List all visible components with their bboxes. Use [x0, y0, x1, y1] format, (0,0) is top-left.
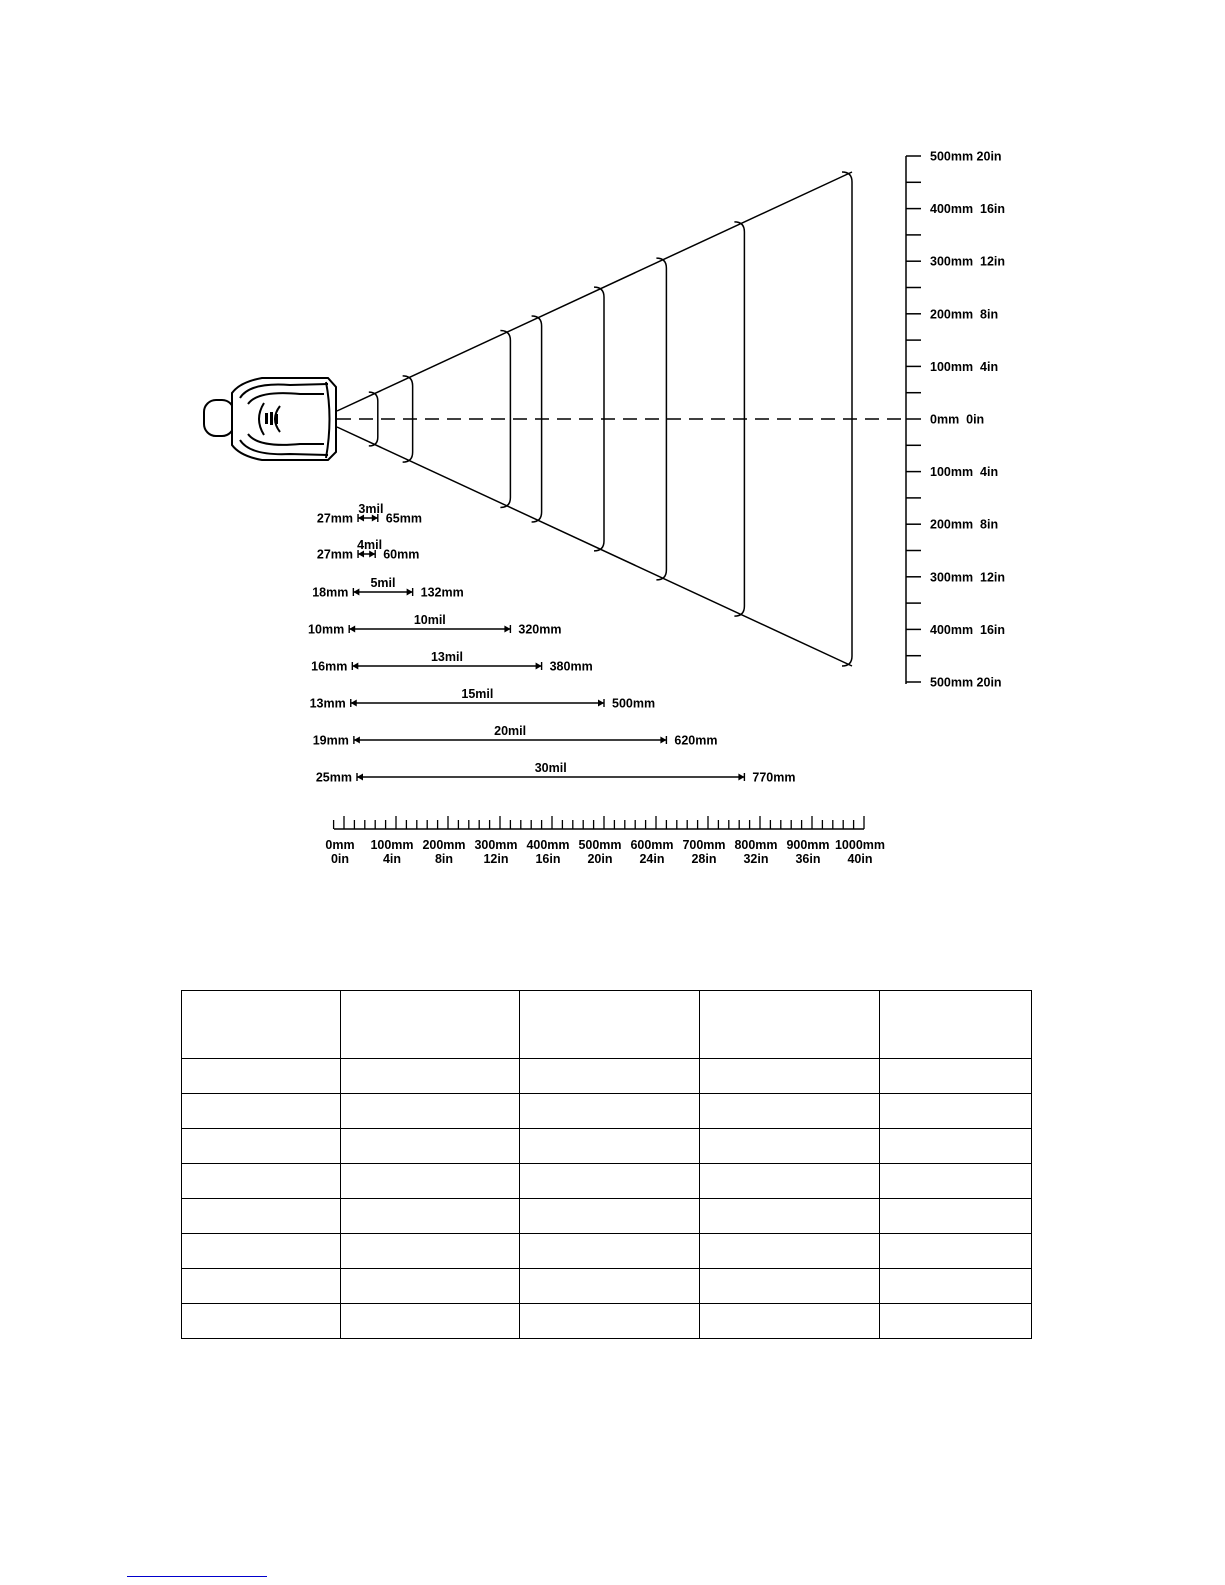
range-row: [316, 761, 796, 785]
range-mil-label: 5mil: [370, 576, 396, 590]
range-mil-label: 15mil: [461, 687, 494, 701]
table-cell: [520, 1129, 700, 1164]
table-cell: [520, 1304, 700, 1339]
vertical-scale-label: 400mm 16in: [930, 202, 1006, 217]
range-mil-label: 10mil: [413, 613, 446, 627]
horizontal-scale-in-label: 4in: [382, 852, 402, 866]
horizontal-scale-mm-label: 0mm: [325, 838, 355, 852]
table-cell: [182, 1059, 341, 1094]
table-cell: [182, 1129, 341, 1164]
horizontal-scale-mm-label: 700mm: [682, 838, 726, 852]
range-mil-label: 3mil: [358, 502, 384, 516]
horizontal-scale-mm-label: 800mm: [734, 838, 778, 852]
vertical-scale-label: 0mm 0in: [930, 412, 985, 427]
horizontal-scale-mm-label: 900mm: [786, 838, 830, 852]
horizontal-scale-mm-label: 100mm: [370, 838, 414, 852]
range-far-label: 60mm: [383, 547, 420, 562]
table-row: [182, 1269, 1032, 1304]
table-cell: [700, 1059, 880, 1094]
range-arrowhead: [351, 700, 357, 707]
vertical-scale-label: 100mm 4in: [930, 359, 999, 374]
table-cell: [341, 1269, 520, 1304]
table-cell: [880, 1094, 1032, 1129]
table-cell: [700, 1304, 880, 1339]
table-cell: [341, 991, 520, 1059]
vertical-scale-label: 500mm 20in: [930, 675, 1002, 690]
range-far-label: 132mm: [420, 585, 464, 600]
horizontal-scale-mm-label: 300mm: [474, 838, 518, 852]
range-near-label: 18mm: [312, 585, 349, 600]
horizontal-scale-in-label: 16in: [535, 852, 561, 866]
table-cell: [341, 1304, 520, 1339]
table-cell: [341, 1059, 520, 1094]
table-row: [182, 1094, 1032, 1129]
range-far-label: 320mm: [518, 622, 562, 637]
range-arrowhead: [738, 774, 744, 781]
horizontal-scale-in-label: 36in: [795, 852, 821, 866]
table-row: [182, 1059, 1032, 1094]
range-arrowhead: [353, 589, 359, 596]
range-far-label: 65mm: [385, 511, 422, 526]
table-cell: [700, 1094, 880, 1129]
range-row: [317, 502, 422, 526]
table-cell: [341, 1129, 520, 1164]
table-cell: [182, 1199, 341, 1234]
range-arrowhead: [536, 663, 542, 670]
horizontal-scale-mm-label: 500mm: [578, 838, 622, 852]
range-near-label: 10mm: [308, 622, 345, 637]
range-arrowhead: [349, 626, 355, 633]
horizontal-scale-in-label: 20in: [587, 852, 613, 866]
horizontal-scale-mm-label: 1000mm: [834, 838, 886, 852]
table-cell: [341, 1234, 520, 1269]
table-cell: [880, 1304, 1032, 1339]
table-cell: [182, 1234, 341, 1269]
horizontal-scale-in-label: 12in: [483, 852, 509, 866]
horizontal-scale-mm-label: 400mm: [526, 838, 570, 852]
range-far-label: 380mm: [549, 659, 593, 674]
table-row: [182, 1164, 1032, 1199]
table-row: [182, 1199, 1032, 1234]
range-row: [317, 538, 419, 562]
table-cell: [700, 991, 880, 1059]
table-cell: [700, 1129, 880, 1164]
range-row: [312, 576, 464, 600]
table-row: [182, 1234, 1032, 1269]
range-mil-label: 4mil: [357, 538, 383, 552]
horizontal-scale-in-label: 0in: [330, 852, 350, 866]
table-cell: [182, 1269, 341, 1304]
vertical-scale-label: 300mm 12in: [930, 570, 1006, 585]
footnote-separator: [127, 1576, 267, 1577]
table-cell: [880, 1164, 1032, 1199]
table-cell: [182, 1094, 341, 1129]
vertical-scale-label: 200mm 8in: [930, 517, 999, 532]
range-near-label: 16mm: [311, 659, 348, 674]
beam-upper-edge: [337, 172, 852, 411]
table-cell: [520, 1199, 700, 1234]
range-row: [313, 724, 718, 748]
range-near-label: 25mm: [315, 770, 352, 785]
horizontal-scale-mm-label: 200mm: [422, 838, 466, 852]
horizontal-scale-in-label: 32in: [743, 852, 769, 866]
table-cell: [520, 1094, 700, 1129]
table-cell: [341, 1164, 520, 1199]
table-cell: [880, 1269, 1032, 1304]
range-near-label: 19mm: [312, 733, 349, 748]
table-row: [182, 1129, 1032, 1164]
range-arrowhead: [407, 589, 413, 596]
range-far-label: 500mm: [612, 696, 656, 711]
table-cell: [182, 991, 341, 1059]
range-far-label: 620mm: [674, 733, 718, 748]
table-cell: [341, 1199, 520, 1234]
scanner-device-icon: [204, 378, 336, 460]
vertical-scale-label: 500mm 20in: [930, 149, 1002, 164]
range-mil-label: 20mil: [494, 724, 527, 738]
spec-table: [181, 990, 1032, 1339]
vertical-scale-label: 100mm 4in: [930, 465, 999, 480]
range-near-label: 27mm: [316, 547, 354, 562]
beam-lower-edge: [337, 427, 852, 666]
table-cell: [341, 1094, 520, 1129]
table-cell: [182, 1164, 341, 1199]
range-arrowhead: [660, 737, 666, 744]
table-cell: [880, 1059, 1032, 1094]
table-row: [182, 1304, 1032, 1339]
table-cell: [520, 1059, 700, 1094]
range-arrowhead: [354, 737, 360, 744]
vertical-scale-label: 200mm 8in: [930, 307, 999, 322]
table-cell: [700, 1269, 880, 1304]
range-arrowhead: [598, 700, 604, 707]
table-cell: [880, 1199, 1032, 1234]
table-cell: [182, 1304, 341, 1339]
table-cell: [520, 1269, 700, 1304]
horizontal-scale-mm-label: 600mm: [630, 838, 674, 852]
table-cell: [520, 1164, 700, 1199]
range-mil-label: 13mil: [430, 650, 463, 664]
range-mil-label: 30mil: [534, 761, 567, 775]
table-cell: [520, 1234, 700, 1269]
range-far-label: 770mm: [752, 770, 796, 785]
range-arrowhead: [352, 663, 358, 670]
range-near-label: 27mm: [316, 511, 354, 526]
horizontal-scale-in-label: 8in: [434, 852, 454, 866]
vertical-scale-label: 400mm 16in: [930, 622, 1006, 637]
vertical-scale-label: 300mm 12in: [930, 254, 1006, 269]
table-cell: [700, 1234, 880, 1269]
horizontal-scale-in-label: 24in: [639, 852, 665, 866]
horizontal-scale-in-label: 40in: [847, 852, 873, 866]
range-row: [310, 687, 655, 711]
horizontal-scale-in-label: 28in: [691, 852, 717, 866]
range-row: [311, 650, 593, 674]
table-cell: [520, 991, 700, 1059]
range-arrowhead: [357, 774, 363, 781]
table-cell: [700, 1199, 880, 1234]
table-header-row: [182, 991, 1032, 1059]
range-near-label: 13mm: [309, 696, 346, 711]
range-row: [308, 613, 561, 637]
table-cell: [700, 1164, 880, 1199]
table-cell: [880, 1129, 1032, 1164]
table-cell: [880, 991, 1032, 1059]
table-cell: [880, 1234, 1032, 1269]
range-arrowhead: [504, 626, 510, 633]
